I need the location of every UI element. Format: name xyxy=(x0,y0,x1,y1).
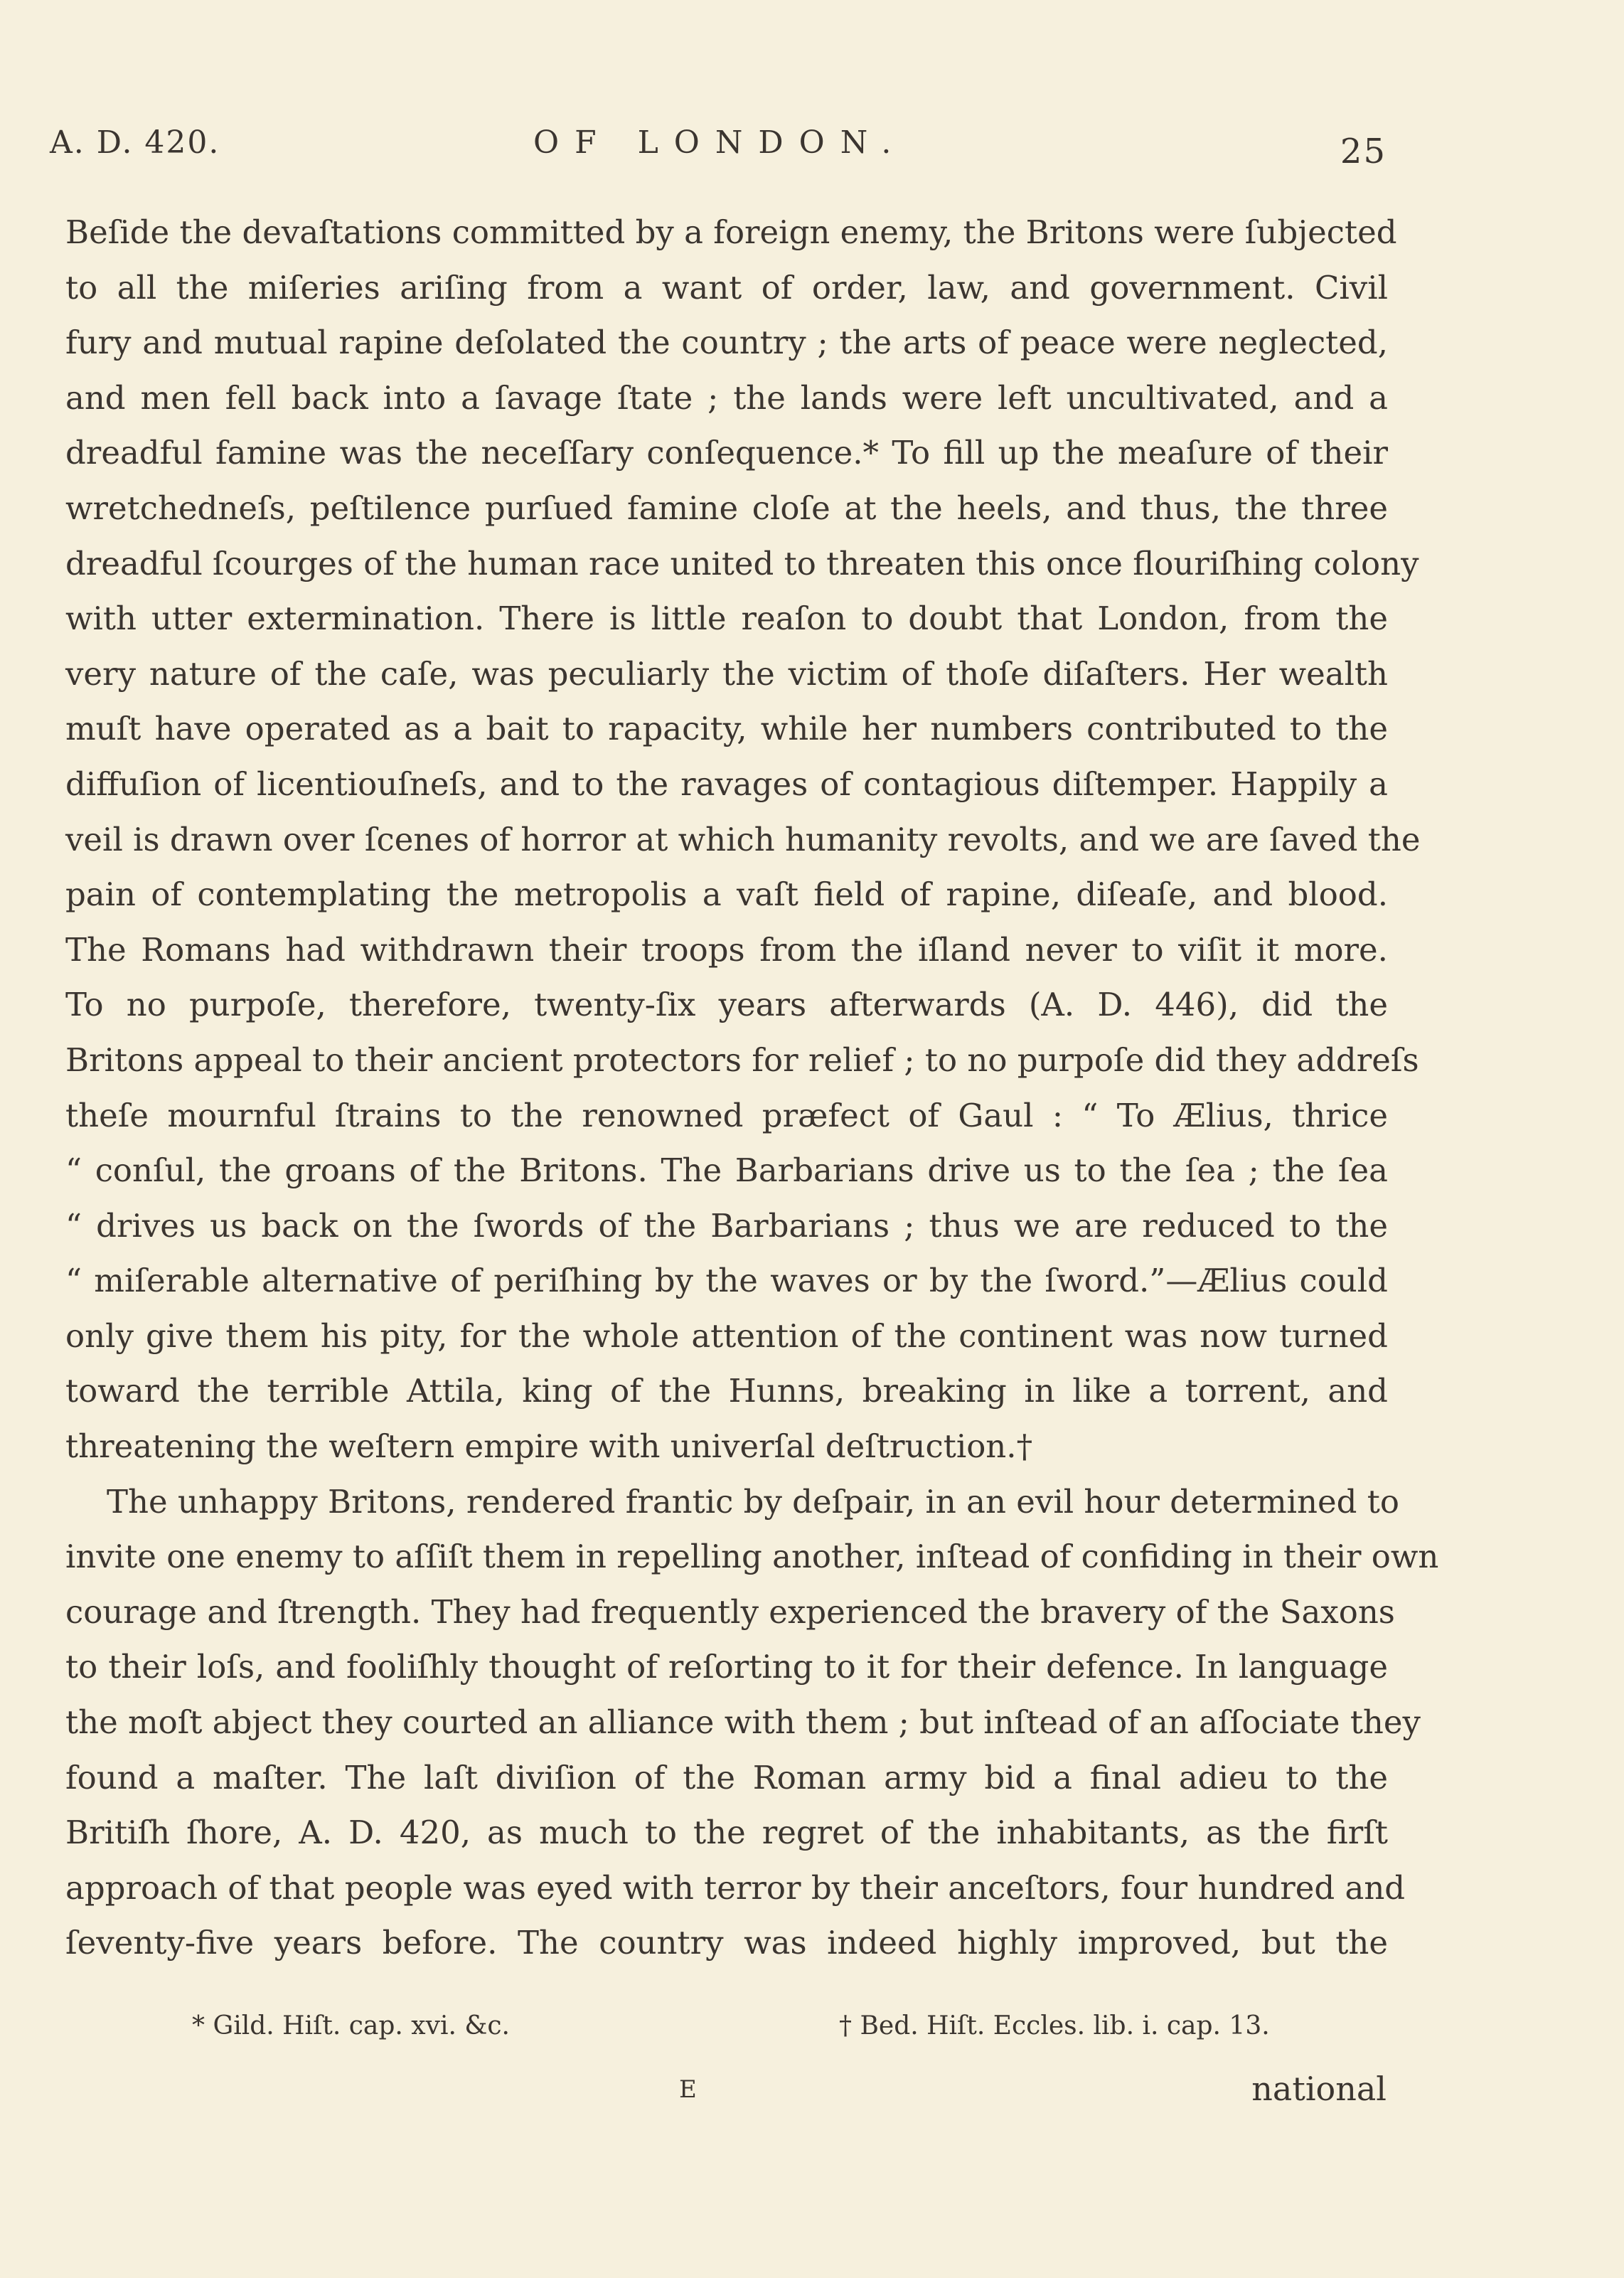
text-line: “ miſerable alternative of periſhing by the waves or by the ſword.”—Ælius could xyxy=(65,1262,1388,1300)
footnote-2: † Bed. Hiſt. Eccles. lib. i. cap. 13. xyxy=(839,2011,1270,2040)
text-line: invite one enemy to aſſiſt them in repelling another, inſtead of confiding in their own xyxy=(65,1538,1439,1576)
text-line: “ conſul, the groans of the Britons. The Barbarians drive us to the ſea ; the ſea xyxy=(65,1151,1388,1190)
text-line: Britons appeal to their ancient protectors for relief ; to no purpoſe did they addreſs xyxy=(65,1040,1419,1079)
text-line: ſeventy-five years before. The country was indeed highly improved, but the xyxy=(65,1924,1388,1962)
text-line: approach of that people was eyed with terror by their anceſtors, four hundred and xyxy=(65,1868,1406,1907)
text-line: The unhappy Britons, rendered frantic by deſpair, in an evil hour determined to xyxy=(107,1482,1399,1521)
text-line: wretchedneſs, peſtilence purſued famine cloſe at the heels, and thus, the three xyxy=(65,489,1388,527)
running-header xyxy=(50,124,1387,174)
text-line: pain of contemplating the metropolis a vaſt field of rapine, diſeaſe, and blood. xyxy=(65,875,1388,914)
text-line: To no purpoſe, therefore, twenty-ſix years afterwards (A. D. 446), did the xyxy=(65,986,1388,1024)
text-line: only give them his pity, for the whole attention of the continent was now turned xyxy=(65,1316,1388,1355)
text-line: Beſide the devaſtations committed by a foreign enemy, the Britons were ſubjected xyxy=(65,213,1397,251)
signature-mark: E xyxy=(679,2075,697,2104)
text-line: very nature of the caſe, was peculiarly the victim of thoſe diſaſters. Her wealth xyxy=(65,654,1388,693)
page-footer xyxy=(50,2070,1387,2119)
catchword: national xyxy=(1251,2070,1387,2108)
text-line: courage and ſtrength. They had frequently experienced the bravery of the Saxons xyxy=(65,1592,1395,1631)
text-line: to all the miſeries ariſing from a want of order, law, and government. Civil xyxy=(65,268,1388,307)
text-line: veil is drawn over ſcenes of horror at which humanity revolts, and we are ſaved the xyxy=(65,820,1421,858)
text-line: Britiſh ſhore, A. D. 420, as much to the regret of the inhabitants, as the firſt xyxy=(65,1814,1388,1852)
text-line: with utter extermination. There is little reaſon to doubt that London, from the xyxy=(65,600,1388,638)
text-line: dreadful famine was the neceſſary conſequence.* To fill up the meaſure of their xyxy=(65,434,1388,472)
footnotes xyxy=(50,2011,1387,2054)
text-line: fury and mutual rapine deſolated the country ; the arts of peace were neglected, xyxy=(65,324,1388,362)
text-line: diffuſion of licentiouſneſs, and to the ravages of contagious diſtemper. Happily a xyxy=(65,765,1388,803)
text-line: toward the terrible Attila, king of the Hunns, breaking in like a torrent, and xyxy=(65,1372,1388,1410)
text-line: and men fell back into a ſavage ſtate ; the lands were left uncultivated, and a xyxy=(65,378,1388,417)
text-line: to their loſs, and fooliſhly thought of reſorting to it for their defence. In language xyxy=(65,1648,1388,1686)
text-line: threatening the weſtern empire with univerſal deſtruction.† xyxy=(65,1427,1033,1466)
header-year: A. D. 420. xyxy=(50,124,220,161)
text-line: The Romans had withdrawn their troops from the iſland never to viſit it more. xyxy=(65,930,1388,969)
text-line: “ drives us back on the ſwords of the Barbarians ; thus we are reduced to the xyxy=(65,1206,1388,1245)
body-text xyxy=(65,205,1439,1971)
text-line: found a maſter. The laſt diviſion of the Roman army bid a final adieu to the xyxy=(65,1758,1388,1797)
header-title: OF LONDON. xyxy=(533,124,907,161)
text-line: the moſt abject they courted an alliance with them ; but inſtead of an aſſociate they xyxy=(65,1703,1421,1742)
text-line: theſe mournful ſtrains to the renowned præfect of Gaul : “ To Ælius, thrice xyxy=(65,1096,1388,1134)
text-line: dreadful ſcourges of the human race united to threaten this once flouriſhing colony xyxy=(65,544,1419,582)
footnote-1: * Gild. Hiſt. cap. xvi. &c. xyxy=(192,2011,510,2040)
page-number: 25 xyxy=(1340,132,1387,171)
text-line: muſt have operated as a bait to rapacity, while her numbers contributed to the xyxy=(65,710,1388,748)
